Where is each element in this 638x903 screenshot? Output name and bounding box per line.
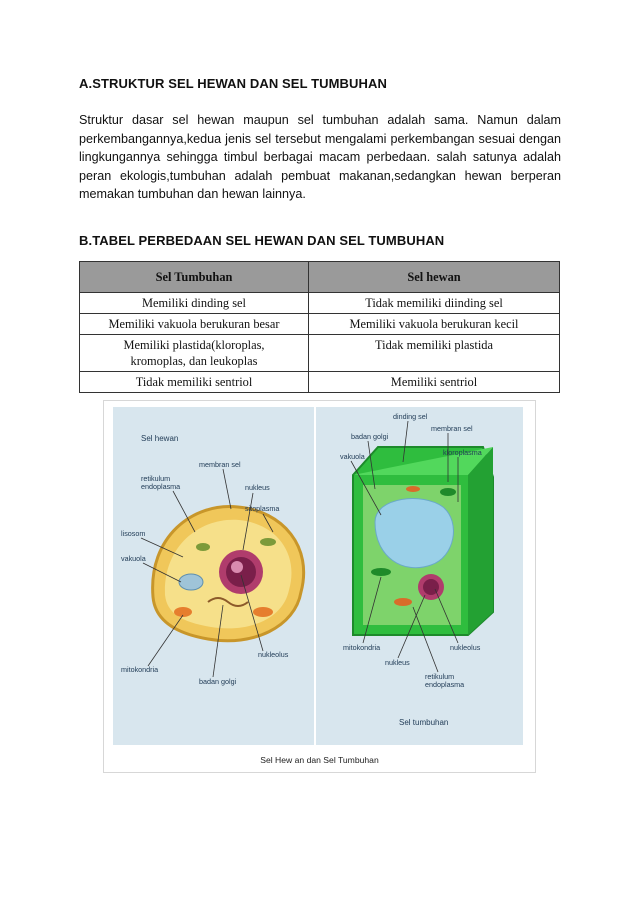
- animal-label-nukleus: nukleus: [245, 483, 270, 492]
- plant-cell-drawing: [353, 447, 493, 635]
- animal-label-badan-golgi: badan golgi: [199, 677, 237, 686]
- header-plant-cell: Sel Tumbuhan: [80, 262, 309, 293]
- table-row: [80, 293, 560, 314]
- plant-label-mitokondria: mitokondria: [343, 643, 381, 652]
- plant-cell-title: Sel tumbuhan: [399, 718, 449, 727]
- animal-label-retikulum: retikulum: [141, 474, 171, 483]
- animal-label-nukleolus: nukleolus: [258, 650, 289, 659]
- animal-cell-title: Sel hewan: [141, 434, 179, 443]
- animal-label-lisosom: lisosom: [121, 529, 146, 538]
- animal-label-sitoplasma: sitoplasma: [245, 504, 280, 513]
- plant-label-kloroplasma: kloroplasma: [443, 448, 482, 457]
- body-paragraph: Struktur dasar sel hewan maupun sel tumbuhan adalah sama. Namun dalam perkembangannya,kedua jenis sel tersebut mengalami perkembangan sesuai dengan lingkungannya sehingga timbul berbagai macam perbedaan. salah satunya adalah peran ekologis,tumbuhan adalah pembuat makanan,sedangkan hewan berperan memakan tumbuhan dan hewan lainnya.: [79, 113, 561, 202]
- animal-label-membran-sel: membran sel: [199, 460, 241, 469]
- animal-label-endoplasma: endoplasma: [141, 482, 181, 491]
- plant-label-membran-sel: membran sel: [431, 424, 473, 433]
- plant-label-vakuola: vakuola: [340, 452, 365, 461]
- plant-label-dinding-sel: dinding sel: [393, 412, 428, 421]
- plant-label-nukleolus: nukleolus: [450, 643, 481, 652]
- plant-label-retikulum: retikulum: [425, 672, 455, 681]
- table-row: [80, 314, 560, 335]
- animal-label-mitokondria: mitokondria: [121, 665, 159, 674]
- table-row: [80, 372, 560, 393]
- comparison-table: [79, 261, 560, 393]
- table-cell: Memiliki dinding sel: [80, 293, 309, 314]
- table-cell: Memiliki sentriol: [309, 372, 560, 393]
- cell-illustration: [113, 407, 523, 747]
- table-cell: Memiliki vakuola berukuran kecil: [309, 314, 560, 335]
- table-cell: Tidak memiliki plastida: [309, 335, 560, 372]
- plant-label-badan-golgi: badan golgi: [351, 432, 389, 441]
- plant-label-endoplasma: endoplasma: [425, 680, 465, 689]
- table-cell: Memiliki plastida(kloroplas, kromoplas, dan leukoplas: [80, 335, 309, 372]
- header-animal-cell: Sel hewan: [309, 262, 560, 293]
- figure-caption: Sel Hew an dan Sel Tumbuhan: [260, 755, 379, 765]
- plant-label-nukleus: nukleus: [385, 658, 410, 667]
- section-heading-structure: A.STRUKTUR SEL HEWAN DAN SEL TUMBUHAN: [79, 76, 387, 91]
- table-row: [80, 335, 560, 372]
- cell-figure: [103, 400, 536, 773]
- animal-label-vakuola: vakuola: [121, 554, 146, 563]
- table-cell: Memiliki vakuola berukuran besar: [80, 314, 309, 335]
- table-header-row: [80, 262, 560, 293]
- section-heading-table: B.TABEL PERBEDAAN SEL HEWAN DAN SEL TUMBUHAN: [79, 233, 445, 248]
- table-cell: Tidak memiliki diinding sel: [309, 293, 560, 314]
- table-cell: Tidak memiliki sentriol: [80, 372, 309, 393]
